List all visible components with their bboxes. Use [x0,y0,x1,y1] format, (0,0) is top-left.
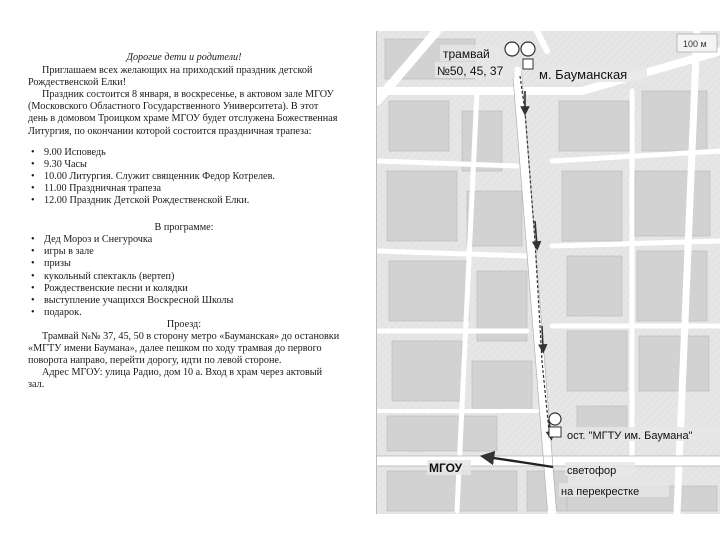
invitation-title: Дорогие дети и родители! [126,52,242,63]
label-metro: м. Бауманская [539,67,628,82]
schedule-item: • 12.00 Праздник Детской Рождественской Елки. [28,195,340,207]
directions-heading: Проезд: [166,318,202,330]
program-item: • игры в зале [28,246,340,258]
invitation-paragraph-1: Приглашаем всех желающих на приходский праздник детской Рождественской Елки! [28,65,313,89]
program-item: • подарок. [28,307,340,319]
label-traffic-light: светофор [567,465,617,477]
label-mgou: МГОУ [429,461,463,475]
program-heading: В программе: [154,222,214,234]
directions-paragraph: Трамвай №№ 37, 45, 50 в сторону метро «Бауманская» до остановки «МГТУ имени Баумана», далее пешком по ходу трамвая до первого поворота направо, перейти дорогу, идти по левой стороне. [28,330,340,367]
schedule-item: • 9.00 Исповедь [28,147,340,159]
schedule-item: • 10.00 Литургия. Служит священник Федор Котрелев. [28,171,340,183]
program-list [28,234,340,319]
map-scale-label: 100 м [683,39,707,49]
label-tram: трамвай [443,47,490,61]
invitation-paragraph-2: Праздник состоится 8 января, в воскресенье, в актовом зале МГОУ (Московского Областного Государственного Университета). В этот день в домовом Троицком храме МГОУ будет отслужена Божественная Литургия, по окончании которой состоится праздничная трапеза: [28,89,338,137]
program-item: • выступление учащихся Воскресной Школы [28,295,340,307]
label-tram-routes: №50, 45, 37 [437,64,504,78]
label-crossing: на перекрестке [561,486,640,498]
address-paragraph: Адрес МГОУ: улица Радио, дом 10 а. Вход в храм через актовый зал. [28,367,323,391]
label-stop: ост. "МГТУ им. Баумана" [567,430,693,442]
schedule-item: • 11.00 Праздничная трапеза [28,183,340,195]
schedule-item: • 9.30 Часы [28,159,340,171]
program-item: • призы [28,258,340,270]
schedule-list [28,147,340,207]
program-item: • кукольный спектакль (вертеп) [28,271,340,283]
program-item: • Дед Мороз и Снегурочка [28,234,340,246]
route-map [376,31,720,514]
invitation-text [28,52,340,391]
program-item: • Рождественские песни и колядки [28,283,340,295]
